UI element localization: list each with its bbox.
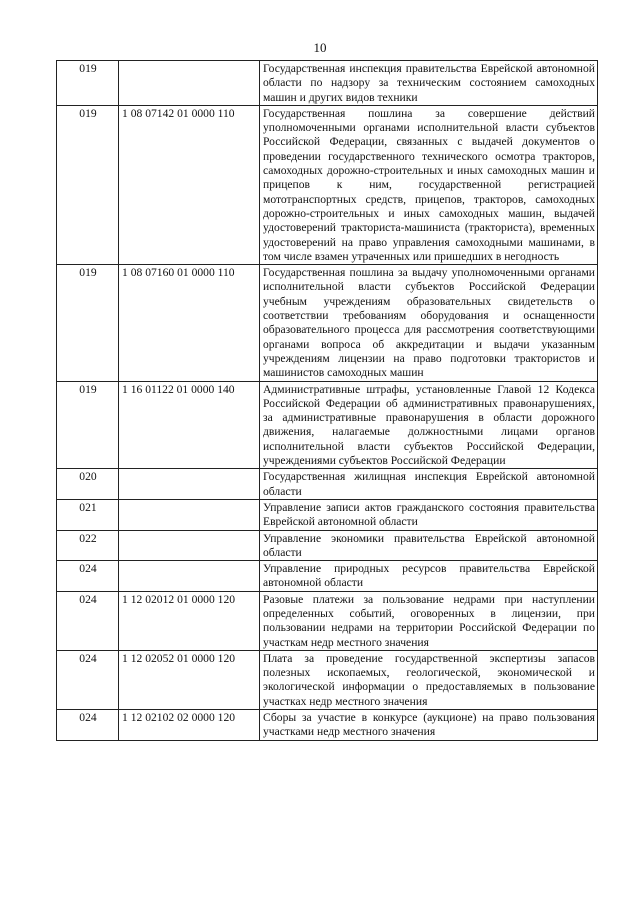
table-row: [57, 469, 598, 500]
revenue-code-cell: [119, 561, 260, 592]
admin-code-cell: 019: [57, 61, 119, 106]
table-row: [57, 710, 598, 741]
table-row: [57, 591, 598, 650]
revenue-code-cell: 1 12 02102 02 0000 120: [119, 710, 260, 741]
revenue-codes-table: [56, 60, 598, 741]
revenue-code-cell: 1 12 02052 01 0000 120: [119, 650, 260, 709]
table-row: [57, 381, 598, 469]
revenue-code-cell: [119, 469, 260, 500]
admin-code-cell: 020: [57, 469, 119, 500]
table-row: [57, 105, 598, 264]
table-row: [57, 61, 598, 106]
admin-code-cell: 024: [57, 710, 119, 741]
table-row: [57, 561, 598, 592]
table-body: [57, 61, 598, 741]
table-row: [57, 650, 598, 709]
admin-code-cell: 024: [57, 591, 119, 650]
revenue-name-cell: Государственная пошлина за выдачу уполномоченными органами исполнительной власти субъектов Российской Федерации учебным учреждениям образовательных свидетельств о соответствии требованиям оборудования и оснащенности образовательного процесса для рассмотрения соответствующими органами вопроса об аккредитации и выдачи указанным учреждениям лицензии на право подготовки трактористов и машинистов самоходных машин: [260, 265, 598, 381]
revenue-code-cell: 1 12 02012 01 0000 120: [119, 591, 260, 650]
revenue-code-cell: [119, 61, 260, 106]
revenue-code-cell: 1 08 07142 01 0000 110: [119, 105, 260, 264]
revenue-name-cell: Управление природных ресурсов правительства Еврейской автономной области: [260, 561, 598, 592]
revenue-name-cell: Сборы за участие в конкурсе (аукционе) на право пользования участками недр местного значения: [260, 710, 598, 741]
page-number: 10: [313, 40, 327, 55]
revenue-name-cell: Государственная пошлина за совершение действий уполномоченными органами исполнительной власти субъектов Российской Федерации, связанных с выдачей документов о проведении государственного технического осмотра тракторов, самоходных дорожно-строительных и иных самоходных машин и прицепов к ним, государственной регистрацией мототранспортных средств, прицепов, тракторов, самоходных дорожно-строительных и иных самоходных машин, выдачей удостоверений тракториста-машиниста (тракториста), временных удостоверений на право управления самоходными машинами, в том числе взамен утраченных или пришедших в негодность: [260, 105, 598, 264]
revenue-name-cell: Разовые платежи за пользование недрами при наступлении определенных событий, оговоренных в лицензии, при пользовании недрами на территории Российской Федерации по участкам недр местного значения: [260, 591, 598, 650]
revenue-code-cell: 1 16 01122 01 0000 140: [119, 381, 260, 469]
admin-code-cell: 024: [57, 650, 119, 709]
admin-code-cell: 019: [57, 265, 119, 381]
admin-code-cell: 022: [57, 530, 119, 561]
revenue-name-cell: Государственная инспекция правительства Еврейской автономной области по надзору за техническим состоянием самоходных машин и других видов техники: [260, 61, 598, 106]
revenue-name-cell: Управление экономики правительства Еврейской автономной области: [260, 530, 598, 561]
revenue-code-cell: [119, 499, 260, 530]
table-row: [57, 265, 598, 381]
admin-code-cell: 019: [57, 105, 119, 264]
table-row: [57, 530, 598, 561]
admin-code-cell: 019: [57, 381, 119, 469]
admin-code-cell: 021: [57, 499, 119, 530]
revenue-code-cell: [119, 530, 260, 561]
admin-code-cell: 024: [57, 561, 119, 592]
table-row: [57, 499, 598, 530]
revenue-code-cell: 1 08 07160 01 0000 110: [119, 265, 260, 381]
revenue-name-cell: Управление записи актов гражданского состояния правительства Еврейской автономной области: [260, 499, 598, 530]
revenue-name-cell: Государственная жилищная инспекция Еврейской автономной области: [260, 469, 598, 500]
revenue-name-cell: Административные штрафы, установленные Главой 12 Кодекса Российской Федерации об административных правонарушениях, за административные правонарушения в области дорожного движения, налагаемые должностными лицами органов исполнительной власти субъектов Российской Федерации, учреждениями субъектов Российской Федерации: [260, 381, 598, 469]
revenue-name-cell: Плата за проведение государственной экспертизы запасов полезных ископаемых, геологической, экономической и экологической информации о предоставляемых в пользование участках недр местного значения: [260, 650, 598, 709]
